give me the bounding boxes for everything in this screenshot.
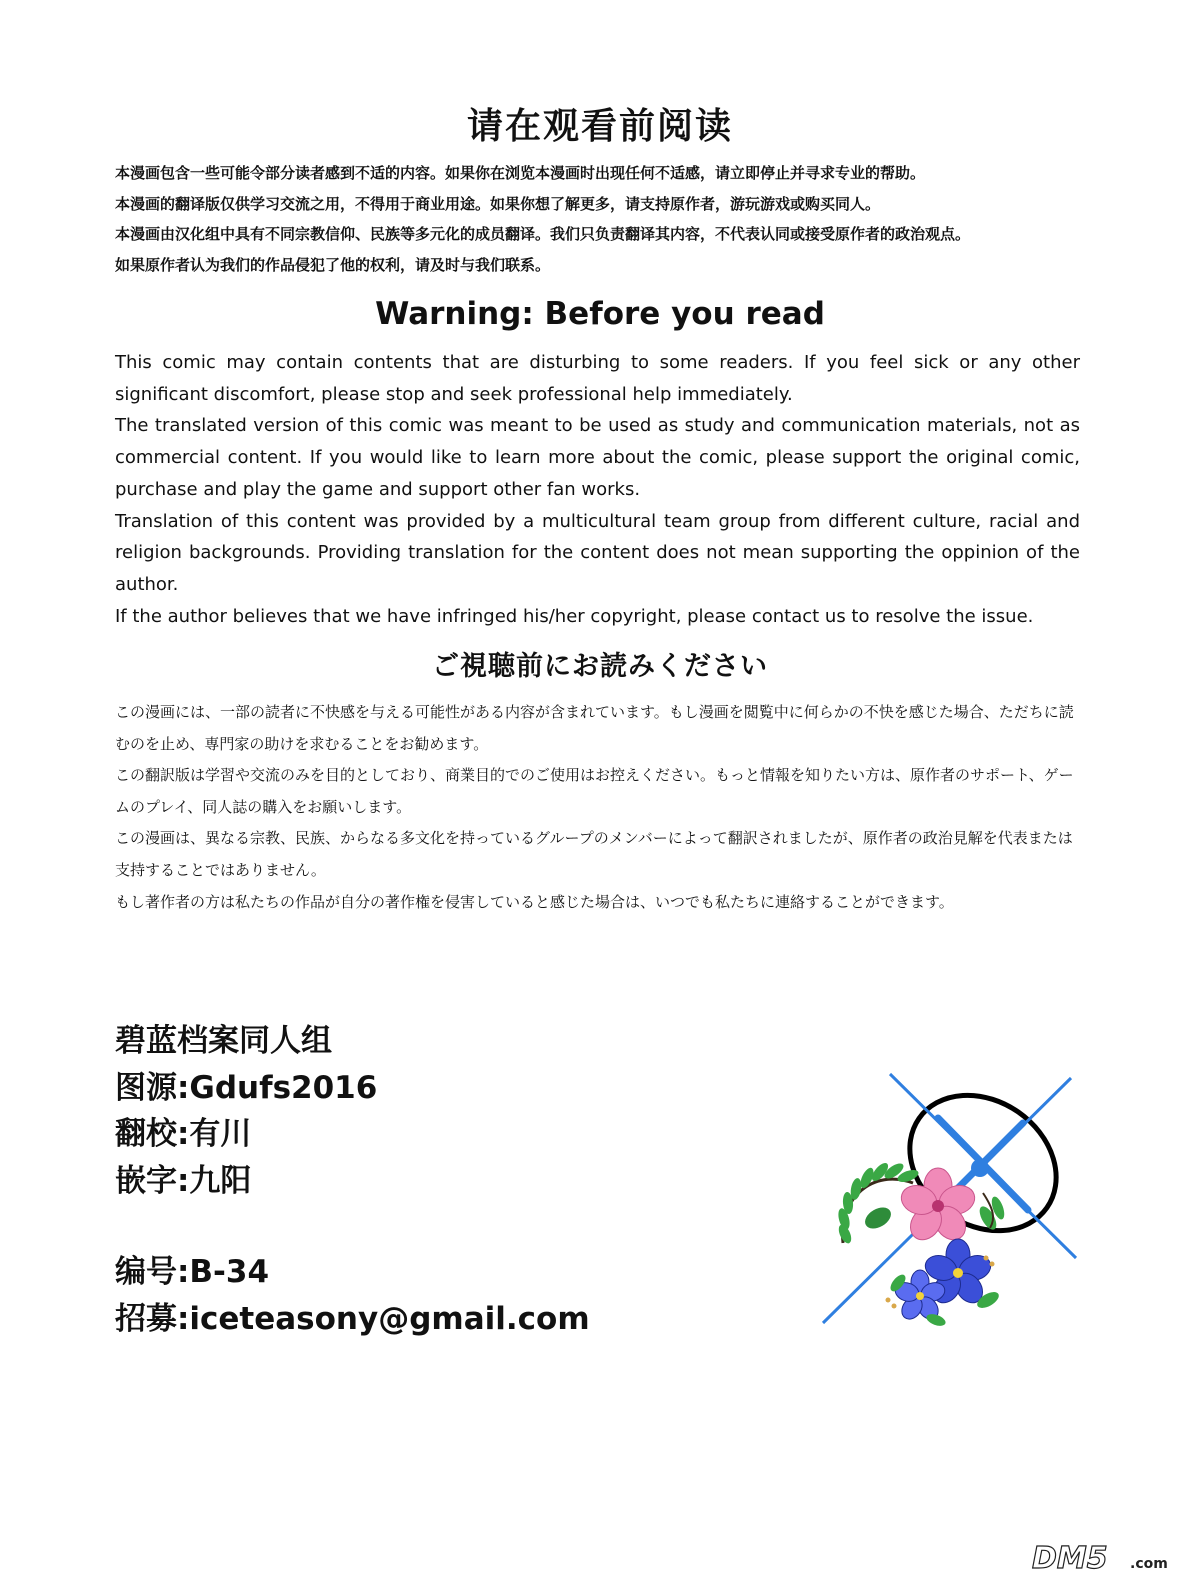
- release-number: 编号:B-34: [115, 1254, 270, 1290]
- source-credit: 图源:Gdufs2016: [115, 1069, 378, 1106]
- english-paragraph: If the author believes that we have infringed his/her copyright, please contact us to resolve the issue.: [115, 605, 1034, 627]
- translator-credit: 翻校:有川: [115, 1116, 252, 1152]
- japanese-paragraph: この漫画は、異なる宗教、民族、からなる多文化を持っているグループのメンバーによって翻訳されましたが、原作者の政治見解を代表または支持することではありません。: [115, 829, 1073, 879]
- chinese-paragraph: 本漫画的翻译版仅供学习交流之用，不得用于商业用途。如果你想了解更多，请支持原作者，游玩游戏或购买同人。: [115, 194, 881, 213]
- chinese-paragraph: 本漫画由汉化组中具有不同宗教信仰、民族等多元化的成员翻译。我们只负责翻译其内容，不代表认同或接受原作者的政治观点。: [115, 225, 971, 243]
- watermark-suffix: .com: [1130, 1556, 1168, 1572]
- chinese-heading: 请在观看前阅读: [466, 106, 733, 147]
- dm5-watermark-logo: [1030, 1538, 1180, 1574]
- japanese-paragraph: もし著作者の方は私たちの作品が自分の著作権を侵害していると感じた場合は、いつでも私たちに連絡することができます。: [115, 892, 954, 911]
- japanese-notice: [115, 697, 1080, 918]
- recruit-email: 招募:iceteasony@gmail.com: [115, 1300, 590, 1337]
- english-heading: Warning: Before you read: [375, 296, 825, 332]
- credits-block: [115, 1018, 590, 1342]
- english-paragraph: The translated version of this comic was meant to be used as study and communication materials, not as commercial content. If you would like to learn more about the comic, please support the original comic, purchase and play the game and support other fan works.: [115, 415, 1080, 500]
- typesetter-credit: 嵌字:九阳: [115, 1162, 252, 1199]
- chinese-notice: [115, 158, 1080, 280]
- blue-flowers: [886, 1239, 1002, 1328]
- crossed-swords-floral-emblem-icon: [818, 1068, 1080, 1332]
- chinese-paragraph: 本漫画包含一些可能令部分读者感到不适的内容。如果你在浏览本漫画时出现任何不适感，请立即停止并寻求专业的帮助。: [115, 164, 926, 182]
- english-notice: [115, 347, 1080, 632]
- group-name: 碧蓝档案同人组: [115, 1023, 332, 1059]
- chinese-paragraph: 如果原作者认为我们的作品侵犯了他的权利，请及时与我们联系。: [115, 255, 551, 274]
- japanese-heading: ご視聴前にお読みください: [432, 651, 768, 682]
- japanese-paragraph: この漫画には、一部の読者に不快感を与える可能性がある内容が含まれています。もし漫画を閲覧中に何らかの不快を感じた場合、ただちに読むのを止め、専門家の助けを求むることをお勧めます。: [115, 703, 1074, 753]
- japanese-paragraph: この翻訳版は学習や交流のみを目的としており、商業目的でのご使用はお控えください。もっと情報を知りたい方は、原作者のサポート、ゲームのプレイ、同人誌の購入をお願いします。: [115, 766, 1074, 816]
- watermark-brand: DM5: [1032, 1541, 1108, 1574]
- english-paragraph: This comic may contain contents that are disturbing to some readers. If you feel sick or any other significant discomfort, please stop and seek professional help immediately.: [115, 352, 1080, 405]
- english-paragraph: Translation of this content was provided by a multicultural team group from different culture, racial and religion backgrounds. Providing translation for the content does not mean supporting the oppinion of the author.: [115, 510, 1080, 595]
